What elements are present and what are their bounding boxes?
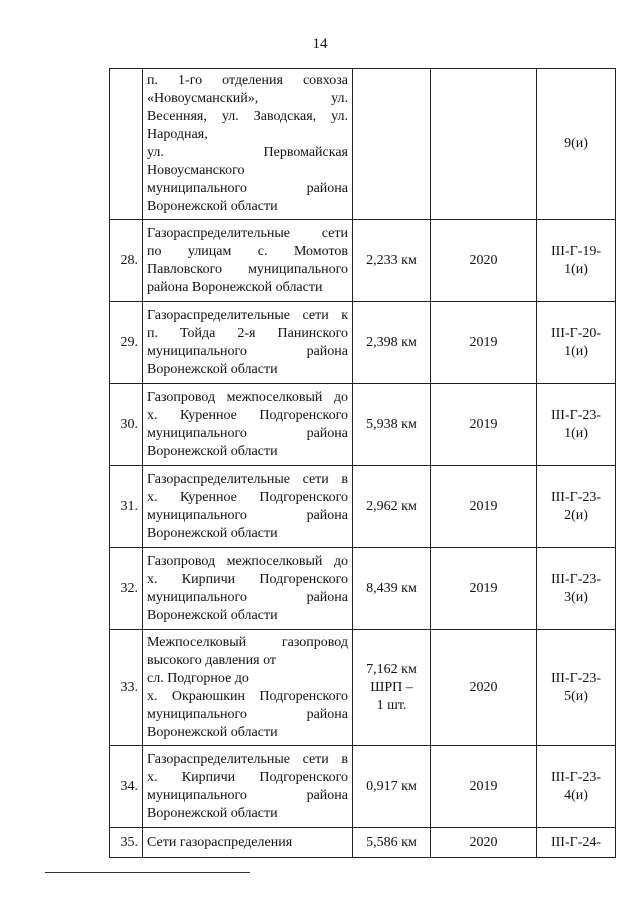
table-row (110, 630, 616, 746)
object-name-cell (143, 466, 353, 548)
object-name-line: Газораспределительные сети к (147, 307, 348, 323)
year-cell: 2019 (431, 466, 537, 548)
object-name-line: муниципального района (147, 507, 348, 523)
length-cell: 2,962 км (353, 466, 431, 548)
code-line: 4(и) (564, 787, 588, 803)
code-line: 1(и) (564, 261, 588, 277)
length-cell (353, 69, 431, 220)
code-line: 1(и) (564, 343, 588, 359)
table-row (110, 220, 616, 302)
year-cell: 2019 (431, 302, 537, 384)
object-name-line: Газораспределительные сети в (147, 751, 348, 767)
object-name-line: Воронежской области (147, 361, 278, 377)
row-number-cell: 34. (110, 746, 143, 828)
length-line: 7,162 км (366, 661, 417, 677)
object-name-line: муниципального района (147, 181, 348, 196)
code-line: III-Г-23- (550, 489, 602, 505)
code-line: 1(и) (564, 425, 588, 441)
code-cell (537, 384, 616, 466)
code-cell (537, 828, 616, 858)
length-cell: 0,917 км (353, 746, 431, 828)
object-name-line: Новоусманского (147, 163, 245, 178)
object-name-line: Воронежской области (147, 199, 278, 214)
table-row (110, 302, 616, 384)
object-name-cell (143, 548, 353, 630)
code-line: III-Г-19- (550, 243, 602, 259)
code-line: 2(и) (564, 507, 588, 523)
year-cell: 2020 (431, 828, 537, 858)
gas-network-table (109, 68, 616, 858)
code-line: III-Г-23- (550, 407, 602, 423)
object-name-line: муниципального района (147, 787, 348, 803)
table-row (110, 384, 616, 466)
object-name-line: Сети газораспределения (147, 834, 293, 850)
year-cell: 2020 (431, 220, 537, 302)
code-cell (537, 302, 616, 384)
year-cell (431, 69, 537, 220)
object-name-cell (143, 630, 353, 746)
code-line: 3(и) (564, 589, 588, 605)
object-name-line: Газопровод межпоселковый до (147, 553, 348, 569)
code-line: III-Г-23- (550, 571, 602, 587)
length-cell (353, 630, 431, 746)
object-name-line: Весенняя, ул. Заводская, ул. (147, 109, 348, 124)
code-cell (537, 220, 616, 302)
length-cell: 5,586 км (353, 828, 431, 858)
table-row (110, 548, 616, 630)
object-name-cell (143, 69, 353, 220)
object-name-cell (143, 746, 353, 828)
table-row (110, 746, 616, 828)
object-name-cell (143, 220, 353, 302)
object-name-line: муниципального района (147, 425, 348, 441)
object-name-line: Воронежской области (147, 443, 278, 459)
object-name-line: муниципального района (147, 589, 348, 605)
length-line: ШРП – (370, 679, 413, 695)
object-name-line: Газораспределительные сети в (147, 471, 348, 487)
object-name-line: района Воронежской области (147, 279, 323, 295)
object-name-line: сл. Подгорное до (147, 670, 249, 686)
object-name-line: Газораспределительные сети (147, 225, 348, 241)
object-name-cell (143, 384, 353, 466)
object-name-line: х. Кирпичи Подгоренского (147, 769, 348, 785)
row-number-cell (110, 69, 143, 220)
code-cell: 9(и) (537, 69, 616, 220)
row-number-cell: 28. (110, 220, 143, 302)
object-name-cell (143, 302, 353, 384)
object-name-line: Межпоселковый газопровод (147, 634, 348, 650)
object-name-line: п. 1-го отделения совхоза (147, 73, 348, 88)
page-number: 14 (312, 36, 328, 52)
code-line: III-Г-23- (550, 769, 602, 785)
object-name-line: высокого давления от (147, 652, 277, 668)
object-name-line: Воронежской области (147, 607, 278, 623)
code-cell (537, 746, 616, 828)
object-name-line: ул. Первомайская (147, 145, 348, 160)
object-name-line: Народная, (147, 127, 208, 142)
object-name-line: Газопровод межпоселковый до (147, 389, 348, 405)
code-cell (537, 630, 616, 746)
year-cell: 2019 (431, 746, 537, 828)
object-name-line: «Новоусманский», ул. (147, 91, 348, 106)
object-name-line: Павловского муниципального (147, 261, 348, 277)
object-name-line: Воронежской области (147, 525, 278, 541)
row-number-cell: 31. (110, 466, 143, 548)
object-name-line: х. Окраюшкин Подгоренского (147, 688, 348, 704)
table-row (110, 466, 616, 548)
length-cell: 2,233 км (353, 220, 431, 302)
table-row (110, 69, 616, 220)
year-cell: 2020 (431, 630, 537, 746)
object-name-line: х. Куренное Подгоренского (147, 407, 348, 423)
footnote-divider (45, 872, 250, 873)
length-cell: 5,938 км (353, 384, 431, 466)
object-name-line: муниципального района (147, 706, 348, 722)
year-cell: 2019 (431, 384, 537, 466)
row-number-cell: 33. (110, 630, 143, 746)
code-line: III-Г-24- (550, 834, 602, 850)
row-number-cell: 35. (110, 828, 143, 858)
object-name-line: п. Тойда 2-я Панинского (147, 325, 348, 341)
code-cell (537, 466, 616, 548)
object-name-cell (143, 828, 353, 858)
code-line: III-Г-23- (550, 670, 602, 686)
row-number-cell: 30. (110, 384, 143, 466)
table-row (110, 828, 616, 858)
row-number-cell: 32. (110, 548, 143, 630)
length-line: 1 шт. (376, 697, 407, 713)
row-number-cell: 29. (110, 302, 143, 384)
length-cell: 2,398 км (353, 302, 431, 384)
code-line: III-Г-20- (550, 325, 602, 341)
object-name-line: х. Куренное Подгоренского (147, 489, 348, 505)
object-name-line: Воронежской области (147, 805, 278, 821)
object-name-line: Воронежской области (147, 724, 278, 740)
length-cell: 8,439 км (353, 548, 431, 630)
object-name-line: по улицам с. Момотов (147, 243, 348, 259)
code-line: 5(и) (564, 688, 588, 704)
object-name-line: муниципального района (147, 343, 348, 359)
code-cell (537, 548, 616, 630)
object-name-line: х. Кирпичи Подгоренского (147, 571, 348, 587)
year-cell: 2019 (431, 548, 537, 630)
